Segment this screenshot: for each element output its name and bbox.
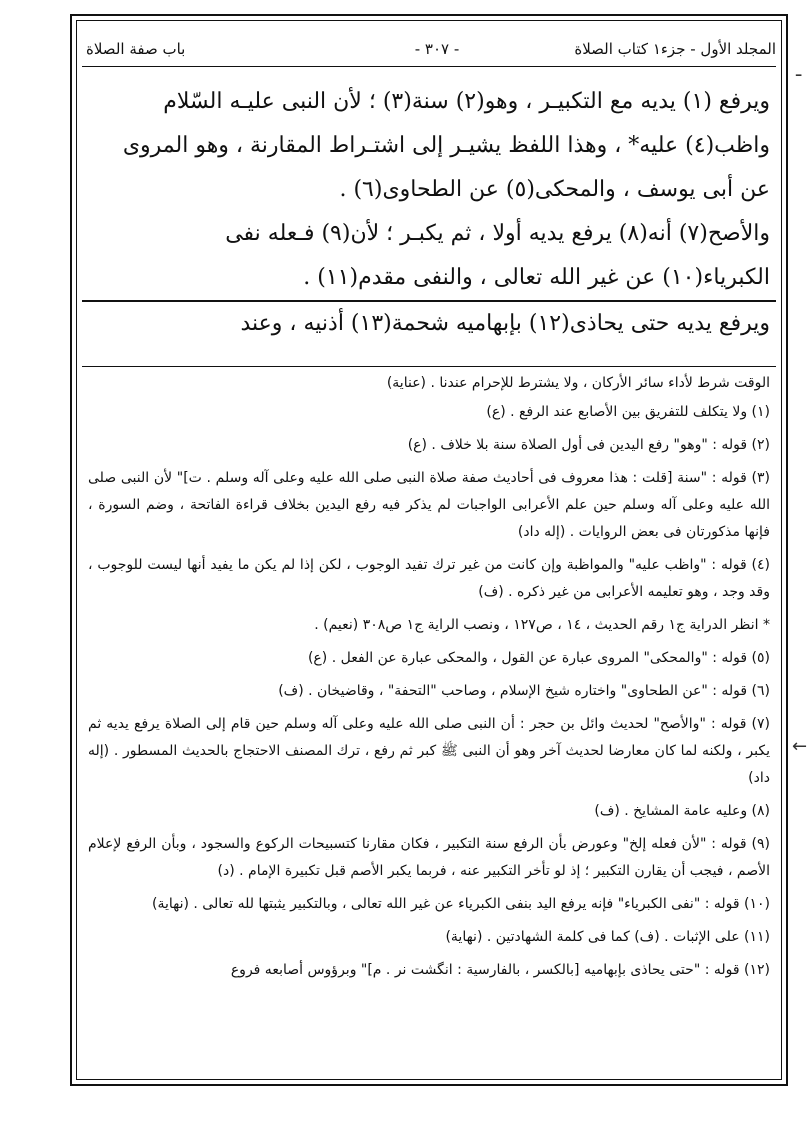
main-text-line: عن أبى يوسف ، والمحكى(٥) عن الطحاوى(٦) . — [339, 177, 770, 202]
header-divider — [82, 66, 776, 67]
document-page — [82, 24, 776, 1076]
header-volume-title: المجلد الأول - جزء١ كتاب الصلاة — [574, 40, 776, 58]
page-number: - ٣٠٧ - — [414, 40, 460, 58]
footnote: الوقت شرط لأداء سائر الأركان ، ولا يشترط للإحرام عندنا . (عناية) — [386, 375, 770, 391]
main-text-line: ويرفع (١) يديه مع التكبيـر ، وهو(٢) سنة(٣) ؛ لأن النبى عليـه السّلام — [163, 89, 770, 114]
running-header — [82, 36, 776, 64]
footnote: (٢) قوله : "وهو" رفع اليدين فى أول الصلاة سنة بلا خلاف . (ع) — [407, 437, 770, 453]
footnote: * انظر الدراية ج١ رقم الحديث ، ١٤ ، ص١٢٧ ، ونصب الراية ج١ ص٣٠٨ (نعيم) . — [314, 617, 770, 633]
footnote: (٤) قوله : "واظب عليه" والمواظبة وإن كانت من غير ترك تفيد الوجوب ، لكن إذا لم يكن ما يفيد أنها ليست للوجوب ، وقد وجد ، وهو تعليمه الأعرابى من غير ذكره . (ف) — [88, 557, 770, 600]
main-text-line: واظب(٤) عليه* ، وهذا اللفظ يشيـر إلى اشتـراط المقارنة ، وهو المروى — [122, 133, 770, 158]
header-chapter-title: باب صفة الصلاة — [86, 40, 186, 58]
footnote: (٦) قوله : "عن الطحاوى" واختاره شيخ الإسلام ، وصاحب "التحفة" ، وقاضيخان . (ف) — [278, 683, 770, 699]
main-text — [82, 80, 776, 346]
footnote: (٣) قوله : "سنة [قلت : هذا معروف فى أحاديث صفة صلاة النبى صلى الله عليه وعلى آله وسلم . ت]" لأن النبى صلى الله عليه وعلى آله وسلم حين علم الأعرابى الواجبات لم يذكر فيه رفع اليدين بخلاف قراءة الفاتحة ، وضم السورة ، فإنها مذكورتان فى بعض الروايات . (إله داد) — [88, 470, 770, 540]
footnote: (١١) على الإثبات . (ف) كما فى كلمة الشهادتين . (نهاية) — [445, 929, 770, 945]
footnotes — [82, 370, 776, 990]
margin-mark: ـ — [796, 60, 802, 81]
footnote: (١٠) قوله : "نفى الكبرياء" فإنه يرفع اليد بنفى الكبرياء عن غير الله تعالى ، وبالتكبير يثبتها لله تعالى . (نهاية) — [151, 896, 770, 912]
footnote: (٥) قوله : "والمحكى" المروى عبارة عن القول ، والمحكى عبارة عن الفعل . (ع) — [307, 650, 770, 666]
main-text-line: والأصح(٧) أنه(٨) يرفع يديه أولا ، ثم يكبـر ؛ لأن(٩) فـعله نفى — [225, 221, 770, 246]
footnote: (١٢) قوله : "حتى يحاذى بإبهاميه [بالكسر ، بالفارسية : انگشت نر . م]" وبرؤوس أصابعه فروع — [230, 962, 770, 978]
main-text-line: ويرفع يديه حتى يحاذى(١٢) بإبهاميه شحمة(١٣) أذنيه ، وعند — [82, 300, 776, 346]
footnote: (٨) وعليه عامة المشايخ . (ف) — [594, 803, 770, 819]
main-text-line: الكبرياء(١٠) عن غير الله تعالى ، والنفى مقدم(١١) . — [303, 265, 770, 290]
footnote: (١) ولا يتكلف للتفريق بين الأصابع عند الرفع . (ع) — [486, 404, 770, 420]
footnote: (٩) قوله : "لأن فعله إلخ" وعورض بأن الرفع سنة التكبير ، فكان مقارنا كتسبيحات الركوع والسجود ، وبأن الرفع لإعلام الأصم ، فيجب أن يقارن التكبير ؛ إذ لو تأخر التكبير عنه ، فربما يكبر الأصم قبل تكبيرة الإمام . (د) — [88, 836, 770, 879]
margin-mark: ← — [792, 736, 808, 757]
footnote: (٧) قوله : "والأصح" لحديث وائل بن حجر : أن النبى صلى الله عليه وعلى آله وسلم حين قام إلى الصلاة يرفع يديه ثم يكبر ، ولكنه لما كان معارضا لحديث آخر وهو أن النبى ﷺ كبر ثم رفع ، ترك المصنف الاحتجاج بالحديث المسطور . (إله داد) — [88, 716, 770, 786]
text-footnote-divider — [82, 366, 776, 367]
